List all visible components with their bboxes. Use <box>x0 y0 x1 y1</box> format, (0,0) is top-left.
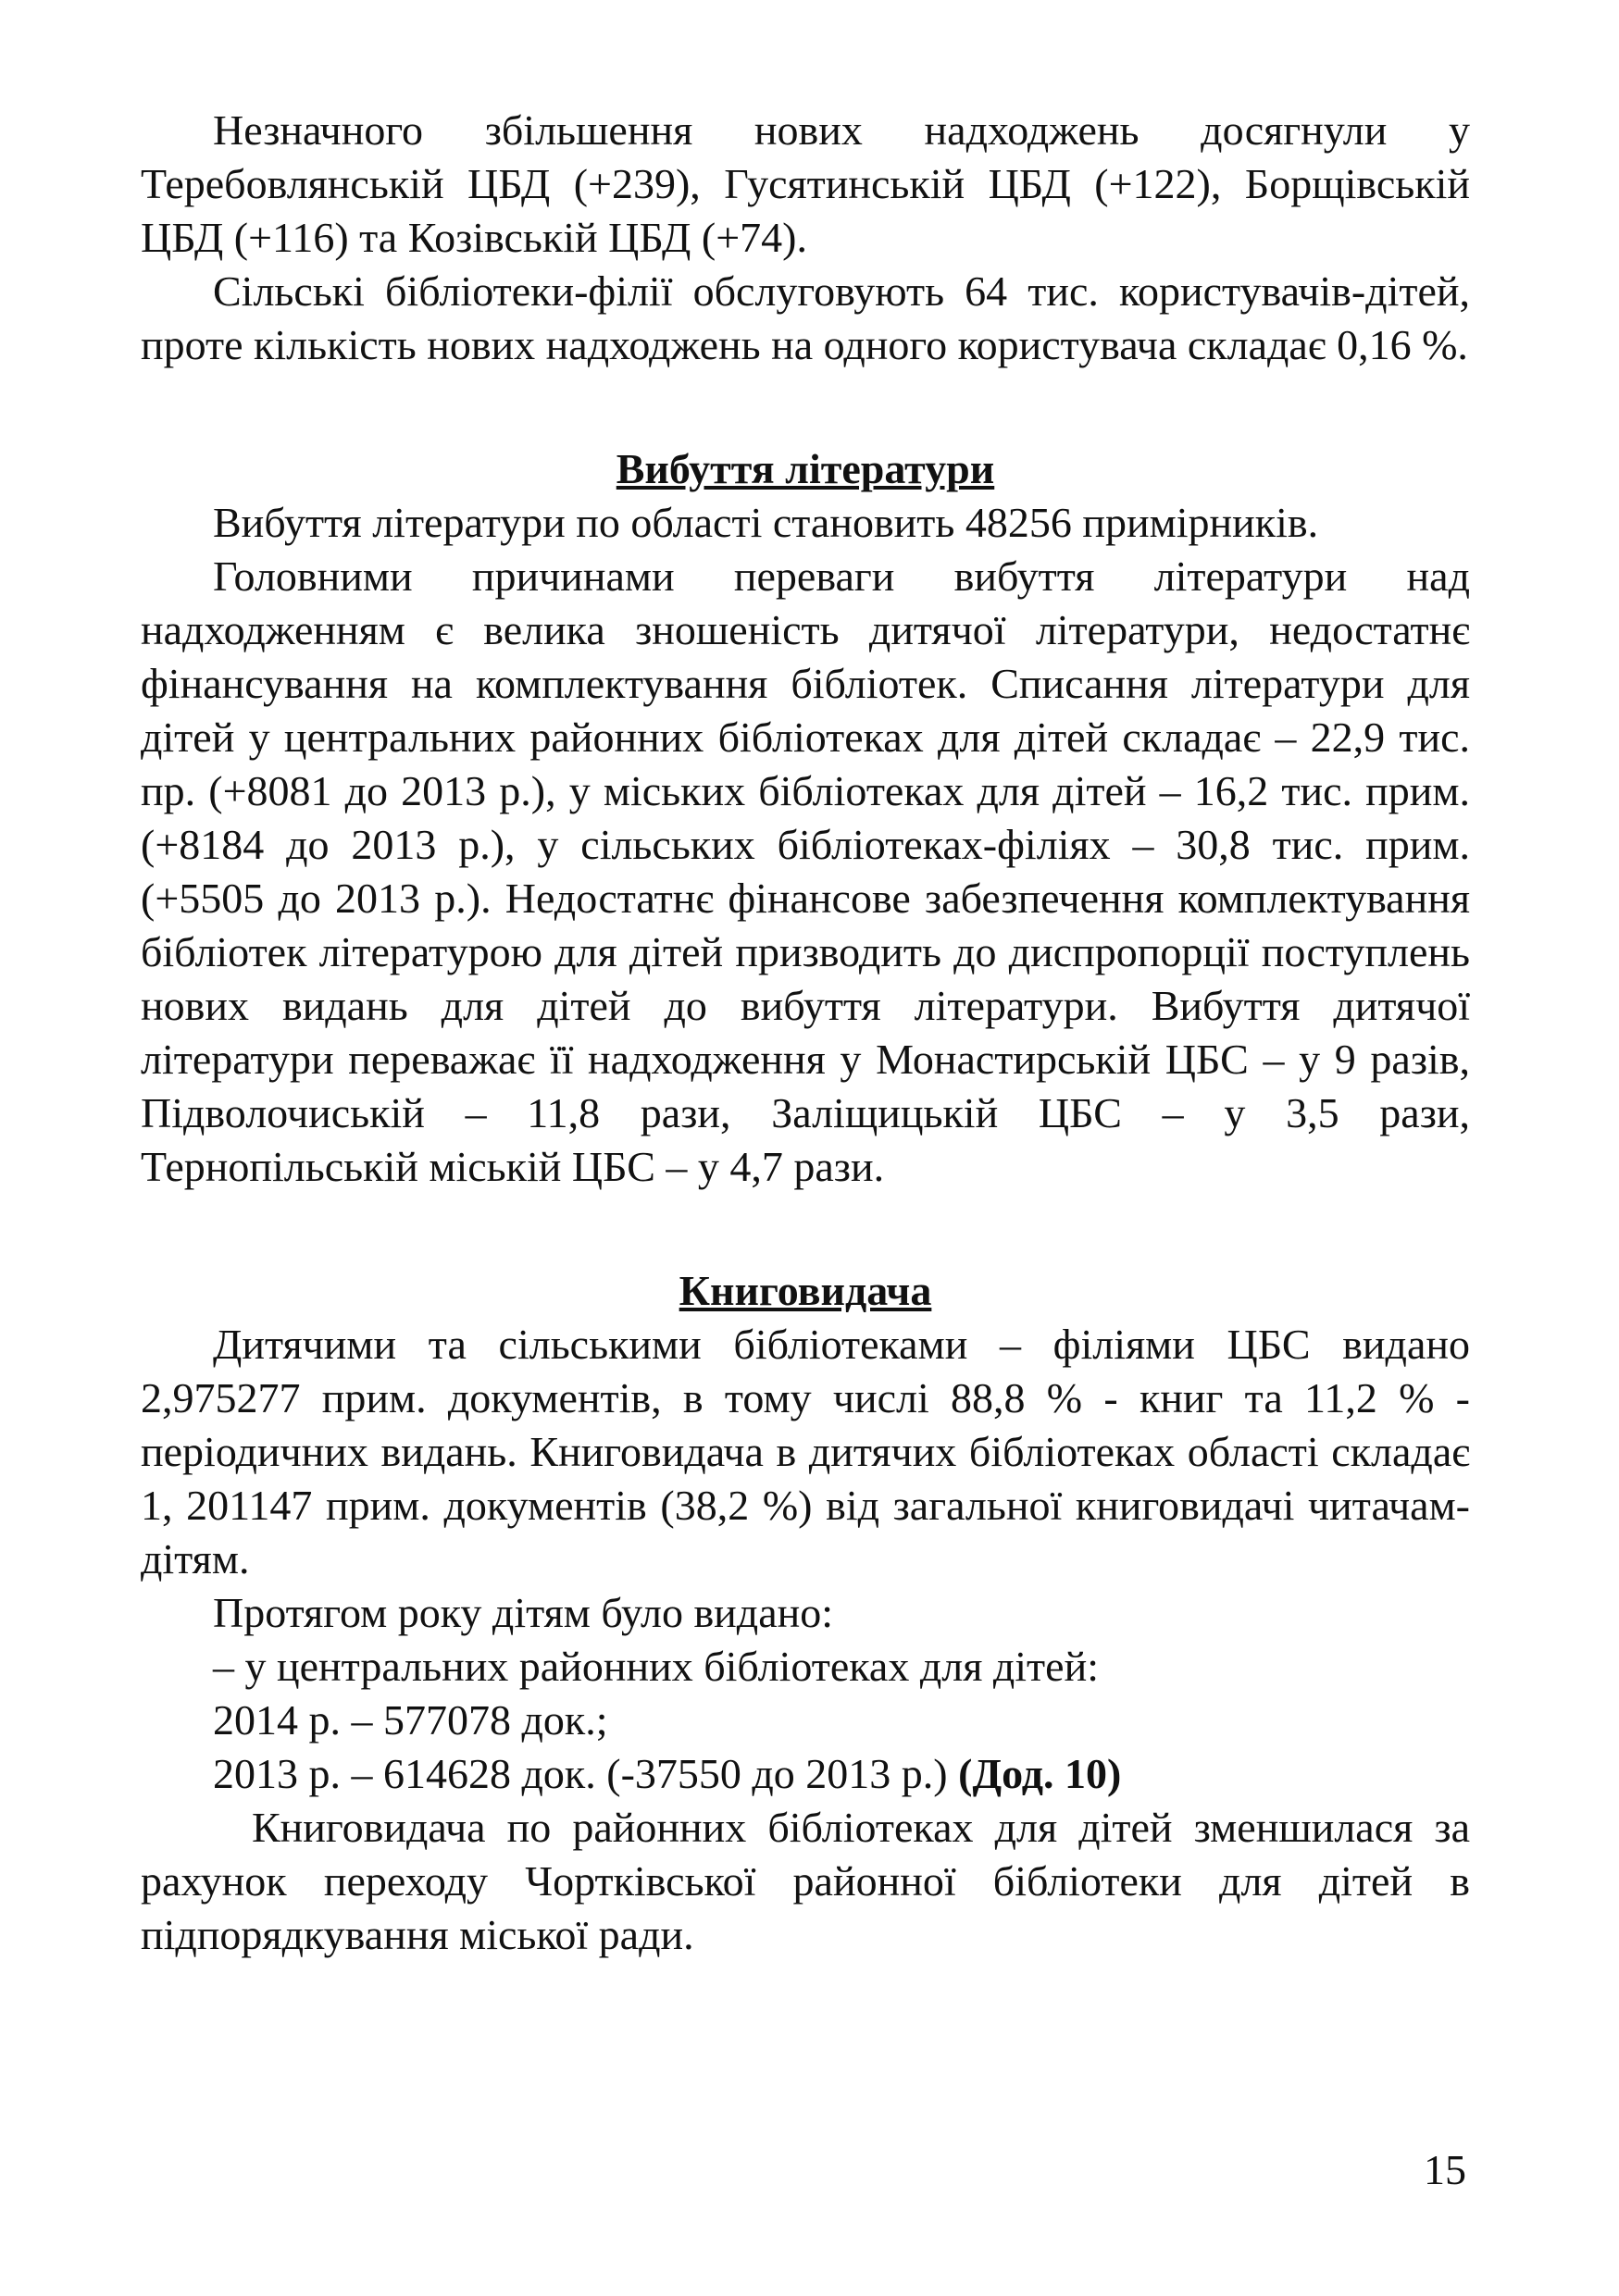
paragraph-lending-total: Дитячими та сільськими бібліотеками – філіями ЦБС видано 2,975277 прим. документів, в тому числі 88,8 % - книг та 11,2 % - періодичних видань. Книговидача в дитячих бібліотеках області складає 1, 201147 прим. документів (38,2 %) від загальної книговидачі читачам-дітям. <box>141 1321 1470 1582</box>
paragraph-lending-decrease: Книговидача по районних бібліотеках для дітей зменшилася за рахунок переходу Чортківської районної бібліотеки для дітей в підпорядкування міської ради. <box>141 1804 1470 1958</box>
paragraph-rural-branches: Сільські бібліотеки-філії обслуговують 64 тис. користувачів-дітей, проте кількість нових надходжень на одного користувача складає 0,16 %. <box>141 267 1470 368</box>
document-page <box>141 104 1470 1962</box>
heading-withdrawal: Вибуття літератури <box>616 445 995 492</box>
heading-lending: Книговидача <box>679 1267 932 1314</box>
paragraph-lending-intro: Протягом року дітям було видано: <box>213 1589 834 1636</box>
appendix-reference: (Дод. 10) <box>958 1750 1122 1797</box>
paragraph-withdrawal-reasons: Головними причинами переваги вибуття літератури над надходженням є велика зношеність дитячої літератури, недостатнє фінансування на комплектування бібліотек. Списання літератури для дітей у центральних районних бібліотеках для дітей складає – 22,9 тис. пр. (+8081 до 2013 р.), у міських бібліотеках для дітей – 16,2 тис. прим. (+8184 до 2013 р.), у сільських бібліотеках-філіях – 30,8 тис. прим. (+5505 до 2013 р.). Недостатнє фінансове забезпечення комплектування бібліотек літературою для дітей призводить до диспропорції поступлень нових видань для дітей до вибуття літератури. Вибуття дитячої літератури переважає її надходження у Монастирській ЦБС – у 9 разів, Підволочиській – 11,8 рази, Заліщицькій ЦБС – у 3,5 рази, Тернопільській міській ЦБС – у 4,7 рази. <box>141 552 1470 1190</box>
lending-2013-text: 2013 р. – 614628 док. (-37550 до 2013 р.) <box>213 1750 948 1797</box>
page-number: 15 <box>1424 2146 1466 2193</box>
paragraph-lending-central: – у центральних районних бібліотеках для дітей: <box>213 1643 1099 1690</box>
paragraph-withdrawal-total: Вибуття літератури по області становить 48256 примірників. <box>213 499 1319 546</box>
paragraph-lending-2013 <box>141 1747 1470 1801</box>
paragraph-lending-2014: 2014 р. – 577078 док.; <box>213 1696 608 1744</box>
paragraph-new-acquisitions: Незначного збільшення нових надходжень досягнули у Теребовлянській ЦБД (+239), Гусятинській ЦБД (+122), Борщівській ЦБД (+116) та Козівській ЦБД (+74). <box>141 106 1470 261</box>
